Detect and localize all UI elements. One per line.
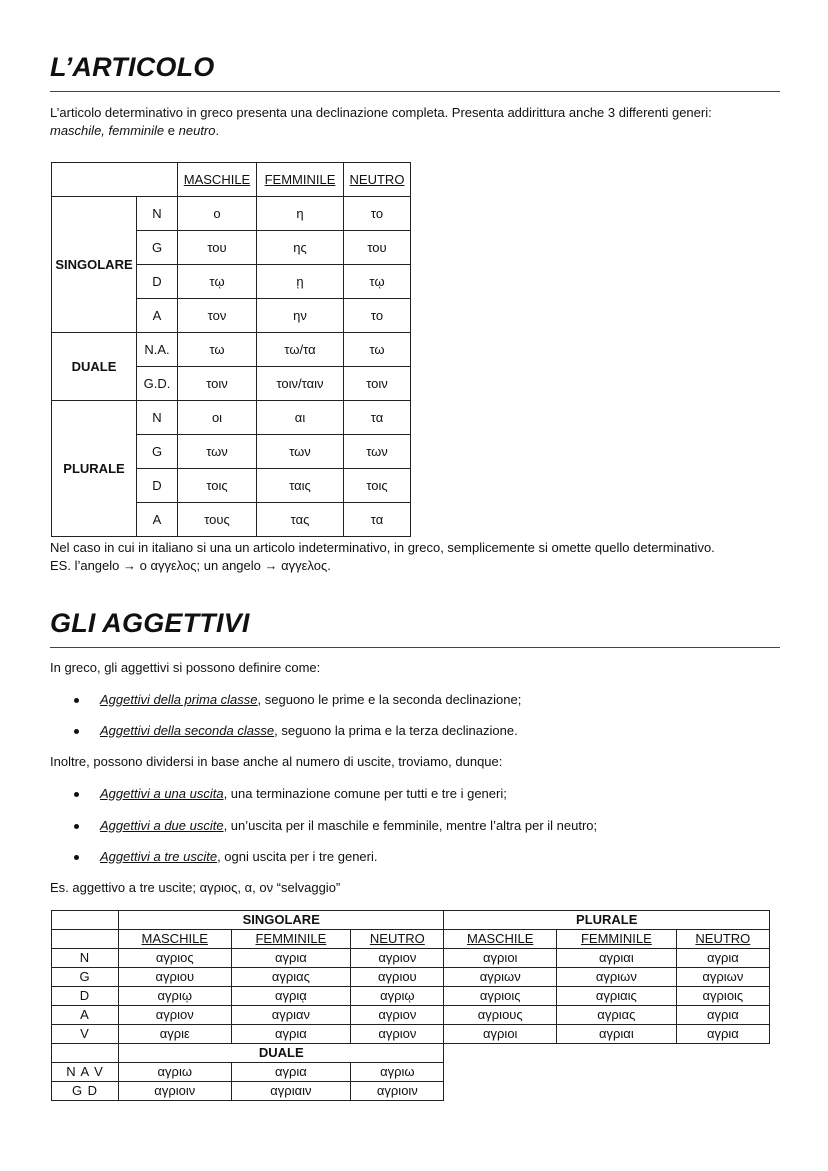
header-femminile: FEMMINILE bbox=[556, 930, 676, 949]
cell: αγριος bbox=[119, 949, 232, 968]
intro-text: L’articolo determinativo in greco presenta una declinazione completa. Presenta addirittura anche 3 differenti generi: bbox=[50, 105, 712, 120]
table-row bbox=[52, 987, 770, 1006]
case-label: D bbox=[137, 469, 178, 503]
cell: αγριῳ bbox=[351, 987, 444, 1006]
table-row bbox=[52, 968, 770, 987]
header-maschile: MASCHILE bbox=[178, 163, 257, 197]
cell: τῳ bbox=[178, 265, 257, 299]
header-femminile: FEMMINILE bbox=[257, 163, 344, 197]
cell: αγριον bbox=[351, 1006, 444, 1025]
cell: το bbox=[344, 299, 411, 333]
cell: αγριοι bbox=[444, 1025, 557, 1044]
cell: τα bbox=[344, 503, 411, 537]
cell: αγρια bbox=[676, 1025, 769, 1044]
cell: αι bbox=[257, 401, 344, 435]
cell: αγριω bbox=[119, 1063, 232, 1082]
intro-end: . bbox=[215, 123, 220, 138]
table-header-row bbox=[52, 1044, 770, 1063]
list-item-term[interactable]: Aggettivi della prima classe bbox=[100, 692, 258, 707]
cell: αγριαις bbox=[556, 987, 676, 1006]
bullet-icon bbox=[74, 698, 79, 703]
cell: τοις bbox=[178, 469, 257, 503]
list-item-term[interactable]: Aggettivi della seconda classe bbox=[100, 723, 275, 738]
intro-neutro: neutro bbox=[178, 123, 216, 138]
list-item-text: , un’uscita per il maschile e femminile, mentre l’altra per il neutro; bbox=[223, 818, 598, 833]
header-singolare: SINGOLARE bbox=[119, 911, 444, 930]
table-header-row bbox=[52, 163, 411, 197]
bullet-icon bbox=[74, 855, 79, 860]
case-label: A bbox=[137, 503, 178, 537]
cell: τοιν bbox=[178, 367, 257, 401]
section-title-aggettivi: GLI AGGETTIVI bbox=[50, 608, 250, 638]
cell: αγρια bbox=[231, 1063, 351, 1082]
cell: ης bbox=[257, 231, 344, 265]
case-label: V bbox=[52, 1025, 119, 1044]
header-neutro: NEUTRO bbox=[344, 163, 411, 197]
table-row bbox=[52, 1006, 770, 1025]
corner-cell bbox=[52, 911, 119, 930]
cell: αγριοις bbox=[676, 987, 769, 1006]
cell: τον bbox=[178, 299, 257, 333]
cell: των bbox=[344, 435, 411, 469]
cell: ταις bbox=[257, 469, 344, 503]
section-title-articolo: L’ARTICOLO bbox=[50, 52, 215, 82]
note-line-2: ES. l’angelo → ο αγγελος; un angelo → αγγελος. bbox=[50, 558, 331, 573]
cell: το bbox=[344, 197, 411, 231]
title-rule bbox=[50, 91, 780, 92]
cell: οι bbox=[178, 401, 257, 435]
cell: τα bbox=[344, 401, 411, 435]
list-item bbox=[50, 785, 790, 803]
group-label: PLURALE bbox=[52, 401, 137, 537]
table-row bbox=[52, 1082, 770, 1101]
corner-cell bbox=[52, 930, 119, 949]
bullet-icon bbox=[74, 729, 79, 734]
list-item bbox=[50, 691, 790, 709]
aggettivi-intro: In greco, gli aggettivi si possono definire come: bbox=[50, 660, 321, 675]
case-label: G.D. bbox=[137, 367, 178, 401]
table-row bbox=[52, 401, 411, 435]
group-label: SINGOLARE bbox=[52, 197, 137, 333]
cell: τοιν/ταιν bbox=[257, 367, 344, 401]
cell: αγριου bbox=[119, 968, 232, 987]
cell: αγρια bbox=[676, 949, 769, 968]
header-neutro: NEUTRO bbox=[351, 930, 444, 949]
case-label: N bbox=[52, 949, 119, 968]
cell: τοις bbox=[344, 469, 411, 503]
case-label: D bbox=[137, 265, 178, 299]
list-item-text: , seguono le prime e la seconda declinazione; bbox=[257, 692, 522, 707]
case-label: A bbox=[137, 299, 178, 333]
header-maschile: MASCHILE bbox=[119, 930, 232, 949]
cell: ο bbox=[178, 197, 257, 231]
cell: αγριω bbox=[351, 1063, 444, 1082]
cell: του bbox=[178, 231, 257, 265]
list-item bbox=[50, 722, 790, 740]
cell: αγριαι bbox=[556, 949, 676, 968]
cell: αγριαιν bbox=[231, 1082, 351, 1101]
table-row bbox=[52, 1063, 770, 1082]
cell: αγριον bbox=[119, 1006, 232, 1025]
header-duale: DUALE bbox=[119, 1044, 444, 1063]
cell: τω bbox=[344, 333, 411, 367]
case-label: N bbox=[137, 197, 178, 231]
table-header-row bbox=[52, 930, 770, 949]
cell: ην bbox=[257, 299, 344, 333]
title-rule bbox=[50, 647, 780, 648]
intro-paragraph bbox=[50, 104, 790, 140]
table-row bbox=[52, 949, 770, 968]
case-label: G bbox=[137, 231, 178, 265]
cell: αγρια bbox=[676, 1006, 769, 1025]
cell: των bbox=[257, 435, 344, 469]
cell: αγριου bbox=[351, 968, 444, 987]
cell: τω bbox=[178, 333, 257, 367]
cell: αγριους bbox=[444, 1006, 557, 1025]
article-declension-table bbox=[51, 162, 411, 537]
cell: αγριον bbox=[351, 949, 444, 968]
cell: αγρια bbox=[231, 949, 351, 968]
bullet-icon bbox=[74, 824, 79, 829]
note-paragraph bbox=[50, 539, 810, 575]
cell: αγριας bbox=[231, 968, 351, 987]
cell: αγρια bbox=[231, 1025, 351, 1044]
header-maschile: MASCHILE bbox=[444, 930, 557, 949]
cell: αγριοιν bbox=[351, 1082, 444, 1101]
bullet-icon bbox=[74, 792, 79, 797]
empty-area bbox=[444, 1044, 770, 1063]
example-line: Es. aggettivo a tre uscite; αγριος, α, ον “selvaggio” bbox=[50, 880, 341, 895]
case-label: G bbox=[137, 435, 178, 469]
cell: ῃ bbox=[257, 265, 344, 299]
cell: αγριοιν bbox=[119, 1082, 232, 1101]
table-header-row bbox=[52, 911, 770, 930]
table-row bbox=[52, 333, 411, 367]
cell: αγριων bbox=[676, 968, 769, 987]
case-label: N bbox=[137, 401, 178, 435]
header-femminile: FEMMINILE bbox=[231, 930, 351, 949]
cell: τους bbox=[178, 503, 257, 537]
cell: των bbox=[178, 435, 257, 469]
case-label: N.A. bbox=[137, 333, 178, 367]
table-row bbox=[52, 1025, 770, 1044]
cell: αγριον bbox=[351, 1025, 444, 1044]
list-item bbox=[50, 848, 790, 866]
intro-and: e bbox=[164, 123, 179, 138]
cell: αγριοις bbox=[444, 987, 557, 1006]
cell: αγριε bbox=[119, 1025, 232, 1044]
header-plurale: PLURALE bbox=[444, 911, 770, 930]
case-label: G bbox=[52, 968, 119, 987]
case-label: G D bbox=[52, 1082, 119, 1101]
cell: αγριᾳ bbox=[231, 987, 351, 1006]
cell: αγριαι bbox=[556, 1025, 676, 1044]
list-item-term[interactable]: Aggettivi a una uscita bbox=[100, 786, 224, 801]
group-label: DUALE bbox=[52, 333, 137, 401]
cell: τοιν bbox=[344, 367, 411, 401]
cell: αγριοι bbox=[444, 949, 557, 968]
empty-area bbox=[444, 1063, 770, 1082]
aggettivi-middle: Inoltre, possono dividersi in base anche al numero di uscite, troviamo, dunque: bbox=[50, 754, 503, 769]
cell: η bbox=[257, 197, 344, 231]
list-item-term[interactable]: Aggettivi a due uscite bbox=[100, 818, 224, 833]
cell: τῳ bbox=[344, 265, 411, 299]
corner-cell bbox=[52, 163, 178, 197]
list-item bbox=[50, 817, 790, 835]
case-label: N A V bbox=[52, 1063, 119, 1082]
corner-cell bbox=[52, 1044, 119, 1063]
list-item-text: , seguono la prima e la terza declinazione. bbox=[274, 723, 518, 738]
list-item-text: , ogni uscita per i tre generi. bbox=[217, 849, 378, 864]
cell: αγριων bbox=[444, 968, 557, 987]
table-row bbox=[52, 197, 411, 231]
cell: τω/τα bbox=[257, 333, 344, 367]
case-label: D bbox=[52, 987, 119, 1006]
intro-genders: maschile, femminile bbox=[50, 123, 165, 138]
cell: του bbox=[344, 231, 411, 265]
note-line-1: Nel caso in cui in italiano si una un articolo indeterminativo, in greco, semplicemente si omette quello determinativo. bbox=[50, 540, 715, 555]
list-item-term[interactable]: Aggettivi a tre uscite bbox=[100, 849, 218, 864]
case-label: A bbox=[52, 1006, 119, 1025]
adjective-declension-table bbox=[51, 910, 770, 1101]
cell: αγριῳ bbox=[119, 987, 232, 1006]
list-item-text: , una terminazione comune per tutti e tre i generi; bbox=[223, 786, 507, 801]
cell: αγριαν bbox=[231, 1006, 351, 1025]
cell: αγριας bbox=[556, 1006, 676, 1025]
cell: αγριων bbox=[556, 968, 676, 987]
header-neutro: NEUTRO bbox=[676, 930, 769, 949]
cell: τας bbox=[257, 503, 344, 537]
empty-area bbox=[444, 1082, 770, 1101]
